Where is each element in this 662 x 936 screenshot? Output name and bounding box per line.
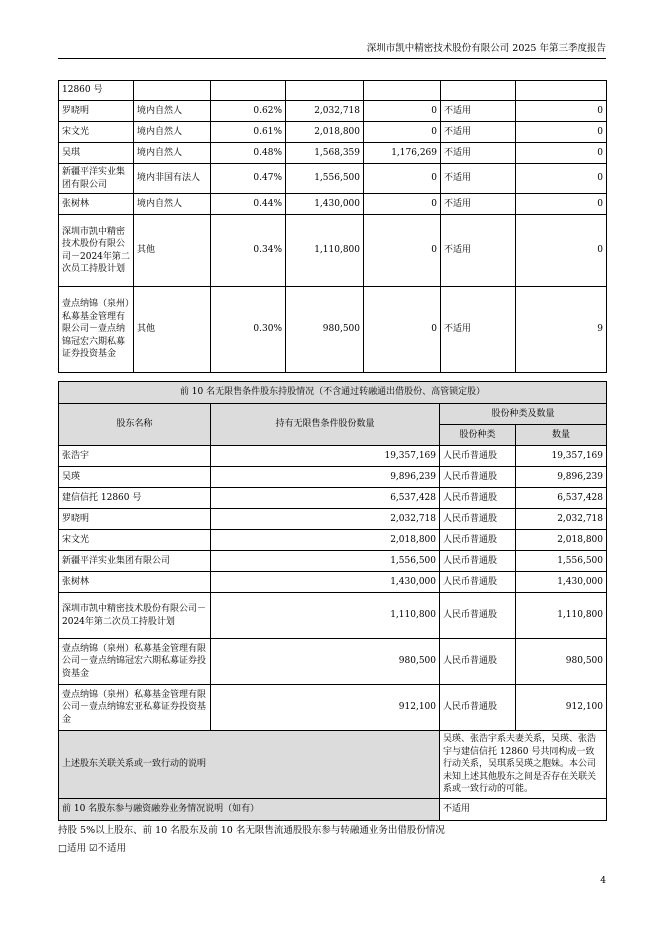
pledge-qty: 0 — [516, 215, 607, 287]
shareholder-name: 深圳市凯中精密技术股份有限公司－2024年第二次员工持股计划 — [59, 215, 134, 287]
shareholder-name: 壹点纳锦（泉州）私募基金管理有限公司－壹点纳锦宏亚私募证券投资基金 — [59, 685, 211, 731]
shares-held — [286, 81, 364, 101]
unrestricted-qty: 1,110,800 — [211, 593, 440, 639]
restricted-shares: 0 — [364, 164, 441, 194]
pledge-status: 不适用 — [441, 122, 516, 143]
unrestricted-qty: 6,537,428 — [211, 488, 440, 509]
shareholder-name: 吴琪 — [59, 143, 134, 164]
pledge-status: 不适用 — [441, 164, 516, 194]
share-count: 19,357,169 — [516, 446, 607, 467]
applicability-options — [58, 840, 126, 854]
not-applicable-checkbox: ☑不适用 — [89, 843, 127, 854]
shareholder-name: 12860 号 — [59, 81, 134, 101]
shareholder-name: 罗晓明 — [59, 509, 211, 530]
shareholder-nature: 其他 — [134, 215, 211, 287]
pledge-qty — [516, 81, 607, 101]
share-type: 人民币普通股 — [440, 685, 516, 731]
col-header-count: 数量 — [516, 425, 607, 446]
share-type: 人民币普通股 — [440, 446, 516, 467]
table-row — [59, 446, 607, 467]
shareholder-name: 建信信托 12860 号 — [59, 488, 211, 509]
unrestricted-qty: 912,100 — [211, 685, 440, 731]
shareholder-name: 吴瑛 — [59, 467, 211, 488]
table-row — [59, 551, 607, 572]
page-number: 4 — [600, 876, 606, 886]
share-count: 912,100 — [516, 685, 607, 731]
pledge-qty: 0 — [516, 164, 607, 194]
col-header-type-group: 股份种类及数量 — [440, 404, 607, 425]
shareholder-nature: 境内自然人 — [134, 122, 211, 143]
section-title: 前 10 名无限售条件股东持股情况（不含通过转融通出借股份、高管锁定股） — [59, 382, 607, 404]
pledge-qty: 9 — [516, 287, 607, 373]
share-type: 人民币普通股 — [440, 572, 516, 593]
table-row — [59, 530, 607, 551]
restricted-shares: 0 — [364, 287, 441, 373]
shares-held: 2,032,718 — [286, 101, 364, 122]
col-header-name: 股东名称 — [59, 404, 211, 446]
holding-pct — [211, 81, 286, 101]
share-count: 1,430,000 — [516, 572, 607, 593]
holding-pct: 0.61% — [211, 122, 286, 143]
table-row — [59, 101, 607, 122]
table-row — [59, 685, 607, 731]
table-row — [59, 215, 607, 287]
share-type: 人民币普通股 — [440, 467, 516, 488]
table-row — [59, 509, 607, 530]
share-count: 1,110,800 — [516, 593, 607, 639]
shareholder-nature — [134, 81, 211, 101]
share-type: 人民币普通股 — [440, 551, 516, 572]
unrestricted-qty: 2,032,718 — [211, 509, 440, 530]
restricted-shares: 0 — [364, 215, 441, 287]
margin-text: 不适用 — [440, 798, 607, 820]
share-type: 人民币普通股 — [440, 488, 516, 509]
table-row — [59, 122, 607, 143]
table-row — [59, 287, 607, 373]
margin-label: 前 10 名股东参与融资融券业务情况说明（如有） — [59, 798, 440, 820]
table-row — [59, 467, 607, 488]
restricted-shares: 0 — [364, 194, 441, 215]
page-header — [58, 0, 606, 59]
restricted-shares: 0 — [364, 101, 441, 122]
relation-label: 上述股东关联关系或一致行动的说明 — [59, 731, 440, 799]
restricted-shares — [364, 81, 441, 101]
shareholder-name: 罗晓明 — [59, 101, 134, 122]
table-row — [59, 572, 607, 593]
share-type: 人民币普通股 — [440, 593, 516, 639]
pledge-qty: 0 — [516, 143, 607, 164]
holding-pct: 0.34% — [211, 215, 286, 287]
pledge-qty: 0 — [516, 101, 607, 122]
pledge-status — [441, 81, 516, 101]
col-header-qty: 持有无限售条件股份数量 — [211, 404, 440, 446]
unrestricted-qty: 9,896,239 — [211, 467, 440, 488]
pledge-status: 不适用 — [441, 194, 516, 215]
share-type: 人民币普通股 — [440, 639, 516, 685]
shares-held: 1,568,359 — [286, 143, 364, 164]
shareholder-name: 张树林 — [59, 572, 211, 593]
unrestricted-table — [58, 381, 607, 821]
top10-table — [58, 80, 607, 373]
shareholder-name: 深圳市凯中精密技术股份有限公司－2024年第二次员工持股计划 — [59, 593, 211, 639]
share-count: 980,500 — [516, 639, 607, 685]
pledge-status: 不适用 — [441, 215, 516, 287]
table-row — [59, 194, 607, 215]
shares-held: 1,430,000 — [286, 194, 364, 215]
relation-text: 吴瑛、张浩宇系夫妻关系，吴瑛、张浩宇与建信信托 12860 号共同构成一致行动关系，吴琪系吴瑛之胞妹。本公司未知上述其他股东之间是否存在关联关系或一致行动的可能。 — [440, 731, 607, 799]
shareholder-nature: 境内自然人 — [134, 194, 211, 215]
shareholder-nature: 其他 — [134, 287, 211, 373]
shareholder-name: 新疆平洋实业集团有限公司 — [59, 551, 211, 572]
shareholder-name: 宋文光 — [59, 530, 211, 551]
table-row — [59, 164, 607, 194]
table-row — [59, 488, 607, 509]
shareholder-nature: 境内非国有法人 — [134, 164, 211, 194]
holding-pct: 0.48% — [211, 143, 286, 164]
share-count: 9,896,239 — [516, 467, 607, 488]
unrestricted-qty: 19,357,169 — [211, 446, 440, 467]
shares-held: 2,018,800 — [286, 122, 364, 143]
holding-pct: 0.44% — [211, 194, 286, 215]
shareholder-name: 新疆平洋实业集团有限公司 — [59, 164, 134, 194]
pledge-status: 不适用 — [441, 143, 516, 164]
pledge-qty: 0 — [516, 194, 607, 215]
report-title: 深圳市凯中精密技术股份有限公司 2025 年第三季度报告 — [366, 43, 606, 54]
restricted-shares: 1,176,269 — [364, 143, 441, 164]
unrestricted-qty: 980,500 — [211, 639, 440, 685]
shareholder-name: 宋文光 — [59, 122, 134, 143]
table-row — [59, 143, 607, 164]
share-count: 1,556,500 — [516, 551, 607, 572]
table-row — [59, 81, 607, 101]
shareholder-name: 壹点纳锦（泉州）私募基金管理有限公司－壹点纳锦冠宏六期私募证券投资基金 — [59, 639, 211, 685]
share-count: 6,537,428 — [516, 488, 607, 509]
share-type: 人民币普通股 — [440, 530, 516, 551]
holding-pct: 0.47% — [211, 164, 286, 194]
restricted-shares: 0 — [364, 122, 441, 143]
share-type: 人民币普通股 — [440, 509, 516, 530]
pledge-qty: 0 — [516, 122, 607, 143]
shareholder-name: 张树林 — [59, 194, 134, 215]
holding-pct: 0.30% — [211, 287, 286, 373]
shareholder-nature: 境内自然人 — [134, 143, 211, 164]
table-row — [59, 593, 607, 639]
applicable-checkbox: □适用 — [58, 843, 86, 854]
unrestricted-qty: 1,430,000 — [211, 572, 440, 593]
share-count: 2,032,718 — [516, 509, 607, 530]
col-header-type: 股份种类 — [440, 425, 516, 446]
pledge-status: 不适用 — [441, 287, 516, 373]
shares-held: 1,556,500 — [286, 164, 364, 194]
shares-held: 1,110,800 — [286, 215, 364, 287]
pledge-status: 不适用 — [441, 101, 516, 122]
holding-pct: 0.62% — [211, 101, 286, 122]
unrestricted-qty: 1,556,500 — [211, 551, 440, 572]
shareholder-name: 壹点纳锦（泉州）私募基金管理有限公司－壹点纳锦冠宏六期私募证券投资基金 — [59, 287, 134, 373]
shares-held: 980,500 — [286, 287, 364, 373]
shareholder-nature: 境内自然人 — [134, 101, 211, 122]
unrestricted-qty: 2,018,800 — [211, 530, 440, 551]
lending-note: 持股 5%以上股东、前 10 名股东及前 10 名无限售流通股股东参与转融通业务出借股份情况 — [58, 825, 445, 836]
share-count: 2,018,800 — [516, 530, 607, 551]
table-row — [59, 639, 607, 685]
shareholder-name: 张浩宇 — [59, 446, 211, 467]
